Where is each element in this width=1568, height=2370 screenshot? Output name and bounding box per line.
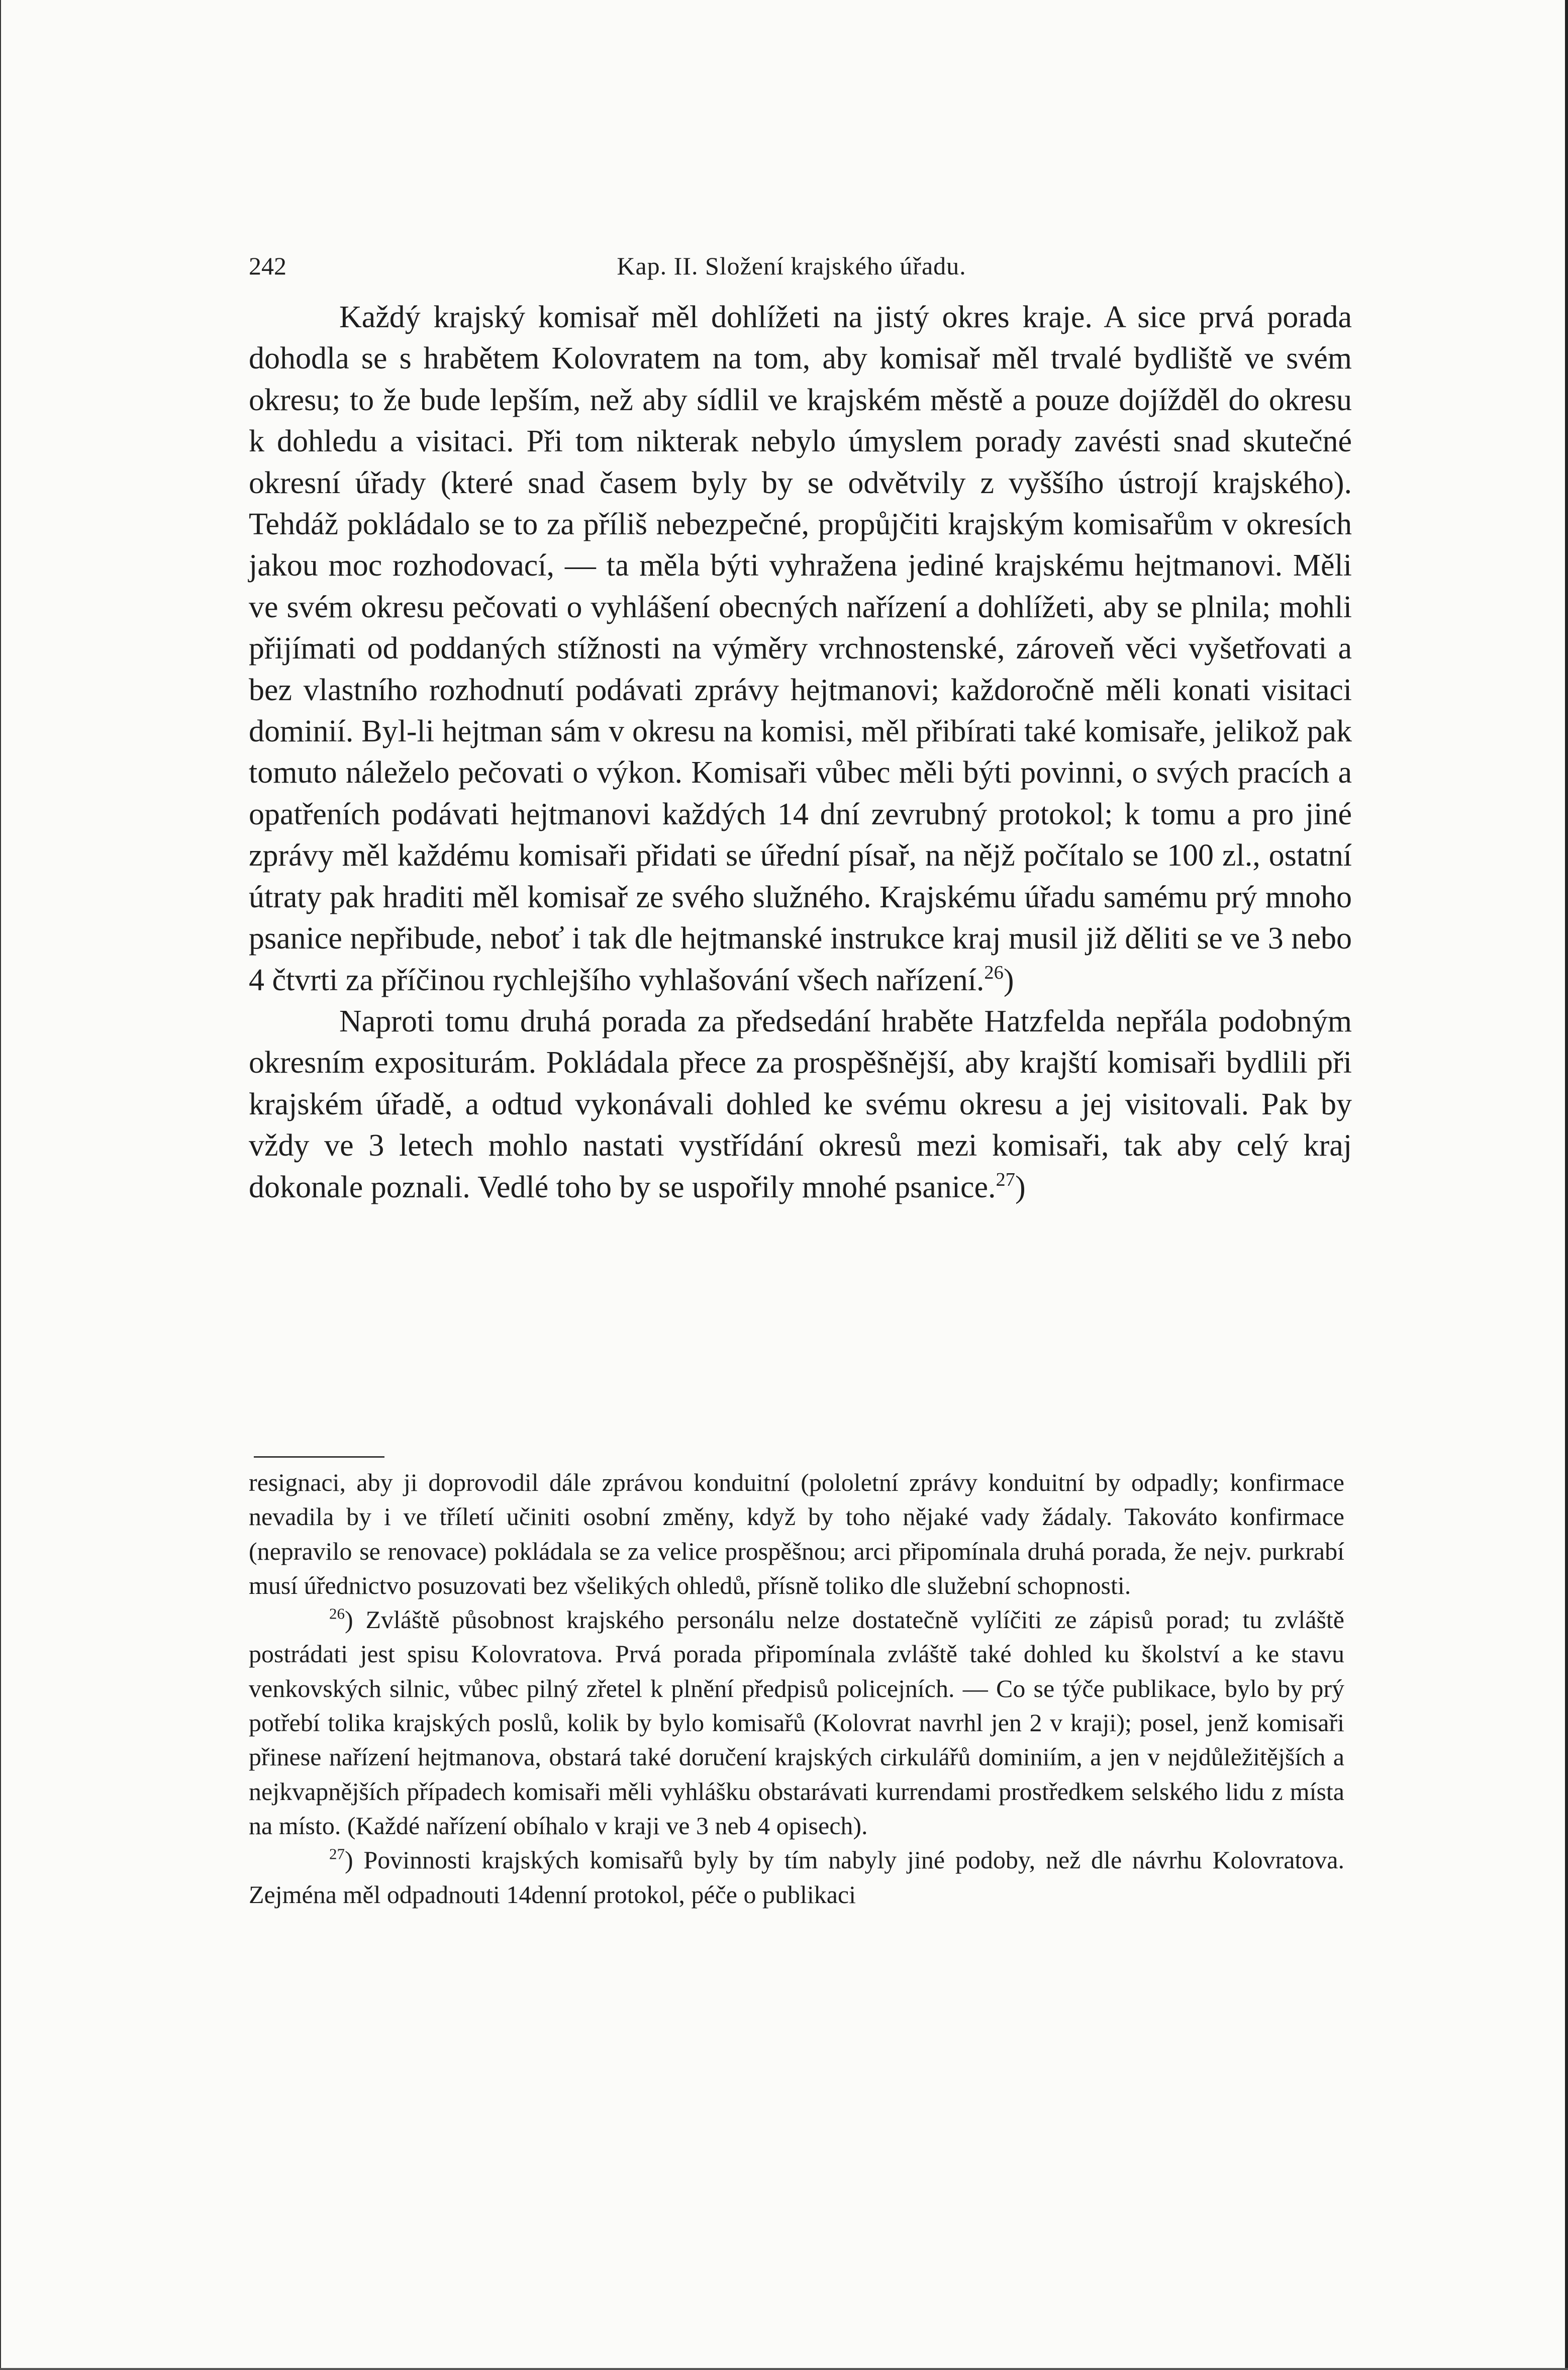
footnote-26 [249,1602,1344,1843]
page-edge-left [0,0,1,2370]
paragraph [249,297,1352,1001]
closing-paren: ) [1003,963,1014,997]
page-number: 242 [249,252,286,280]
page-edge-bottom [0,2368,1568,2370]
footnote-marker: 26 [329,1604,345,1623]
footnote-continuation: resignaci, aby ji doprovodil dále zprávou konduitní (pololetní zprávy konduitní by odpadly; konfirmace nevadila by i ve tříletí učiniti osobní změny, když by toho nějaké vady žádaly. Takováto konfirmace (nepravilo se renovace) pokládala se za velice prospěšnou; arci připomínala druhá porada, že nejv. purkrabí musí úřednictvo posuzovati bez všelikých ohledů, přísně toliko dle služební schopnosti. [249,1468,1344,1599]
closing-paren: ) [1015,1170,1026,1204]
page-edge-right [1565,0,1568,2370]
paragraph [249,1001,1352,1208]
running-head: Kap. II. Složení krajského úřadu. [617,252,966,280]
paragraph-text: Každý krajský komisař měl dohlížeti na jistý okres kraje. A sice prvá porada dohodla se s hrabětem Kolovratem na tom, aby komisař měl trvalé bydliště ve svém okresu; to že bude lepším, než aby sídlil ve krajském městě a pouze dojížděl do okresu k dohledu a visitaci. Při tom nikterak nebylo úmyslem porady zavésti snad skutečné okresní úřady (které snad časem byly by se odvětvily z vyššího ústrojí krajského). Tehdáž pokládalo se to za příliš nebezpečné, propůjčiti krajským komisařům v okresích jakou moc rozhodovací, — ta měla býti vyhražena jediné krajskému hejtmanovi. Měli ve svém okresu pečovati o vyhlášení obecných nařízení a dohlížeti, aby se plnila; mohli přijímati od poddaných stížnosti na výměry vrchnostenské, zároveň věci vyšetřovati a bez vlastního rozhodnutí podávati zprávy hejtmanovi; každoročně měli konati visitaci dominií. Byl-li hejtman sám v okresu na komisi, měl přibírati také komisaře, jelikož pak tomuto náleželo pečovati o výkon. Komisaři vůbec měli býti povinni, o svých pracích a opatřeních podávati hejtmanovi každých 14 dní zevrubný protokol; k tomu a pro jiné zprávy měl každému komisaři přidati se úřední písař, na nějž počítalo se 100 zl., ostatní útraty pak hraditi měl komisař ze svého služného. Krajskému úřadu samému prý mnoho psanice nepřibude, neboť i tak dle hejtmanské instrukce kraj musil již děliti se ve 3 nebo 4 čtvrti za příčinou rychlejšího vyhlašování všech nařízení. [249,300,1352,997]
footnote-27 [249,1843,1344,1912]
footnote-text: ) Zvláště působnost krajského personálu nelze dostatečně vylíčiti ze zápisů porad; tu zvláště postrádati jest spisu Kolovratova. Prvá porada připomínala zvláště také dohled ku školství a ke stavu venkovských silnic, vůbec pilný zřetel k plnění předpisů policejních. — Co se týče publikace, bylo by prý potřebí tolika krajských poslů, kolik by bylo komisařů (Kolovrat navrhl jen 2 v kraji); posel, jenž komisaři přinese nařízení hejtmanova, obstará také doručení krajských cirkulářů dominiím, a jen v nejdůležitějších a nejkvapnějších případech komisaři měli vyhlášku obstarávati kurrendami prostředkem selského lidu z místa na místo. (Každé nařízení obíhalo v kraji ve 3 neb 4 opisech). [249,1605,1344,1840]
footnote-divider [254,1456,384,1458]
main-text [249,297,1352,1208]
footnote-ref: 26 [984,962,1004,983]
page-header [249,251,1334,287]
footnote-text: ) Povinnosti krajských komisařů byly by tím nabyly jiné podoby, než dle návrhu Kolovratova. Zejména měl odpadnouti 14denní protokol, péče o publikaci [249,1846,1344,1909]
footnotes [249,1465,1344,1912]
paragraph-text: Naproti tomu druhá porada za předsedání hraběte Hatzfelda nepřála podobným okresním expositurám. Pokládala přece za prospěšnější, aby krajští komisaři bydlili při krajském úřadě, a odtud vykonávali dohled ke svému okresu a jej visitovali. Pak by vždy ve 3 letech mohlo nastati vystřídání okresů mezi komisaři, tak aby celý kraj dokonale poznali. Vedlé toho by se uspořily mnohé psanice. [249,1004,1352,1204]
footnote-ref: 27 [996,1169,1015,1190]
footnote-marker: 27 [329,1845,345,1863]
